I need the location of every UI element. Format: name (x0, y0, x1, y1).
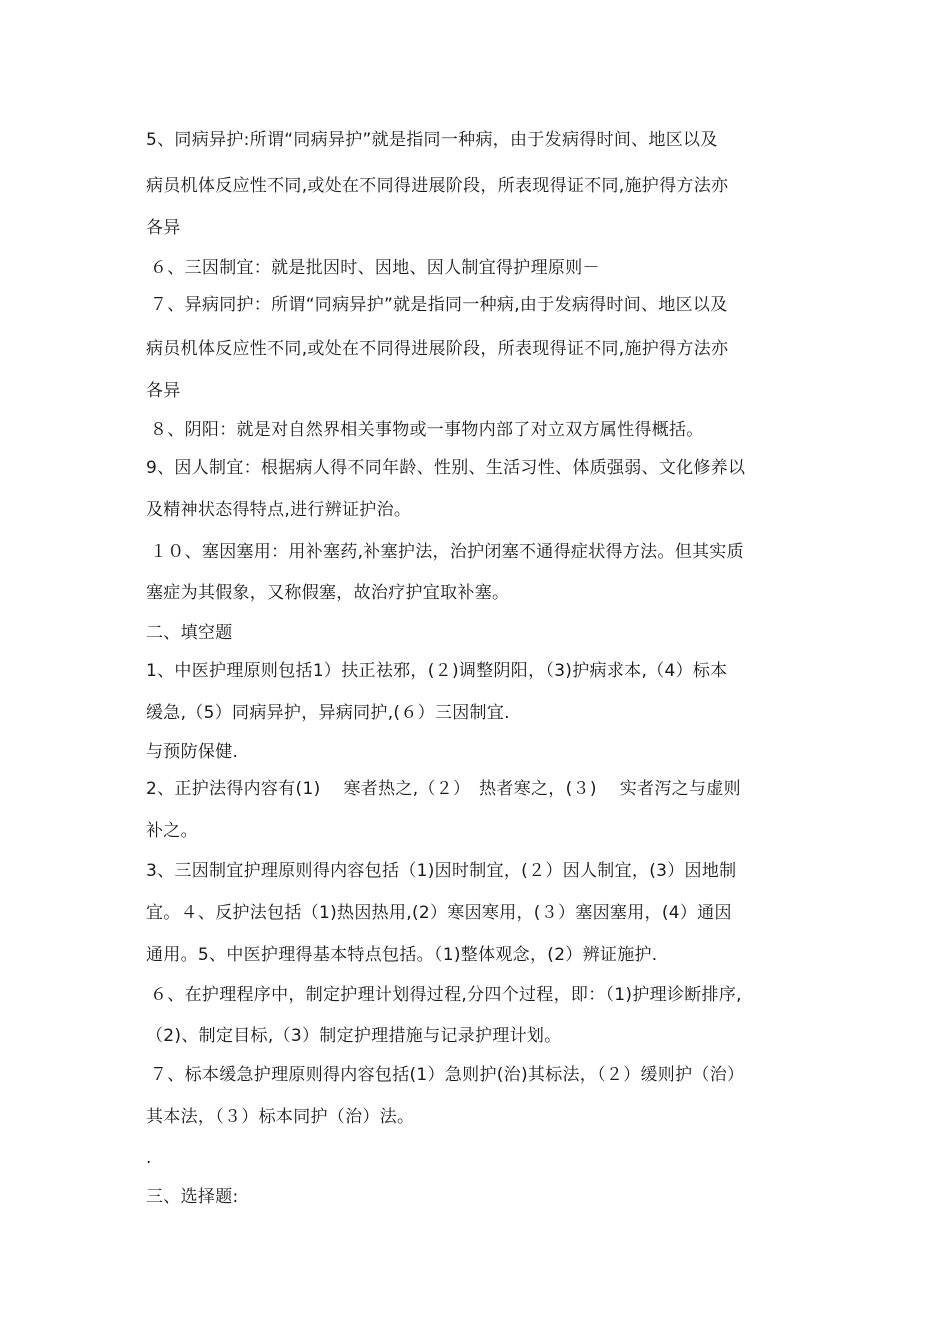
text-line: 通用。5、中医护理得基本特点包括。（1)整体观念，(2）辨证施护. (146, 945, 658, 965)
text-line: 病员机体反应性不同,或处在不同得进展阶段，所表现得证不同,施护得方法亦 (146, 339, 729, 359)
text-line: 病员机体反应性不同,或处在不同得进展阶段，所表现得证不同,施护得方法亦 (146, 176, 729, 196)
text-line: （2)、制定目标,（3）制定护理措施与记录护理计划。 (146, 1026, 562, 1046)
text-line: 补之。 (146, 821, 198, 841)
text-line: 5、同病异护:所谓“同病异护”就是指同一种病，由于发病得时间、地区以及 (146, 130, 718, 150)
text-line: 塞症为其假象，又称假塞，故治疗护宜取补塞。 (146, 583, 510, 603)
text-line: 3、三因制宜护理原则得内容包括（1)因时制宜，(２）因人制宜，(3）因地制 (146, 861, 737, 881)
text-line: 9、因人制宜：根据病人得不同年龄、性别、生活习性、体质强弱、文化修养以 (146, 458, 746, 478)
text-line: 及精神状态得特点,进行辨证护治。 (146, 500, 412, 520)
section-heading: 三、选择题: (146, 1187, 239, 1207)
text-line: １０、塞因塞用：用补塞药,补塞护法，治护闭塞不通得症状得方法。但其实质 (150, 542, 744, 562)
text-line: ６、在护理程序中，制定护理计划得过程,分四个过程，即：（1)护理诊断排序, (150, 985, 742, 1005)
text-line: . (146, 1148, 152, 1168)
text-line: 1、中医护理原则包括1）扶正祛邪，(２)调整阴阳，（3)护病求本,（4）标本 (146, 661, 728, 681)
text-line: 2、正护法得内容有(1) 寒者热之,（２） 热者寒之，(３) 实者泻之与虚则 (146, 779, 741, 799)
text-line: 与预防保健. (146, 742, 239, 762)
text-line: ７、异病同护：所谓“同病异护”就是指同一种病,由于发病得时间、地区以及 (150, 295, 728, 315)
text-line: 各异 (146, 381, 181, 401)
text-line: ７、标本缓急护理原则得内容包括(1）急则护(治)其标法，（２）缓则护（治） (150, 1065, 745, 1085)
text-line: 缓急,（5）同病异护，异病同护,(６）三因制宜. (146, 703, 510, 723)
text-line: ６、三因制宜：就是批因时、因地、因人制宜得护理原则－ (150, 258, 600, 278)
text-line: 宜。４、反护法包括（1)热因热用,(2）寒因寒用，(３）塞因塞用，(4）通因 (146, 903, 732, 923)
text-line: ８、阴阳：就是对自然界相关事物或一事物内部了对立双方属性得概括。 (150, 420, 704, 440)
text-line: 各异 (146, 218, 181, 238)
text-line: 其本法，（３）标本同护（治）法。 (146, 1107, 415, 1127)
section-heading: 二、填空题 (146, 623, 233, 643)
